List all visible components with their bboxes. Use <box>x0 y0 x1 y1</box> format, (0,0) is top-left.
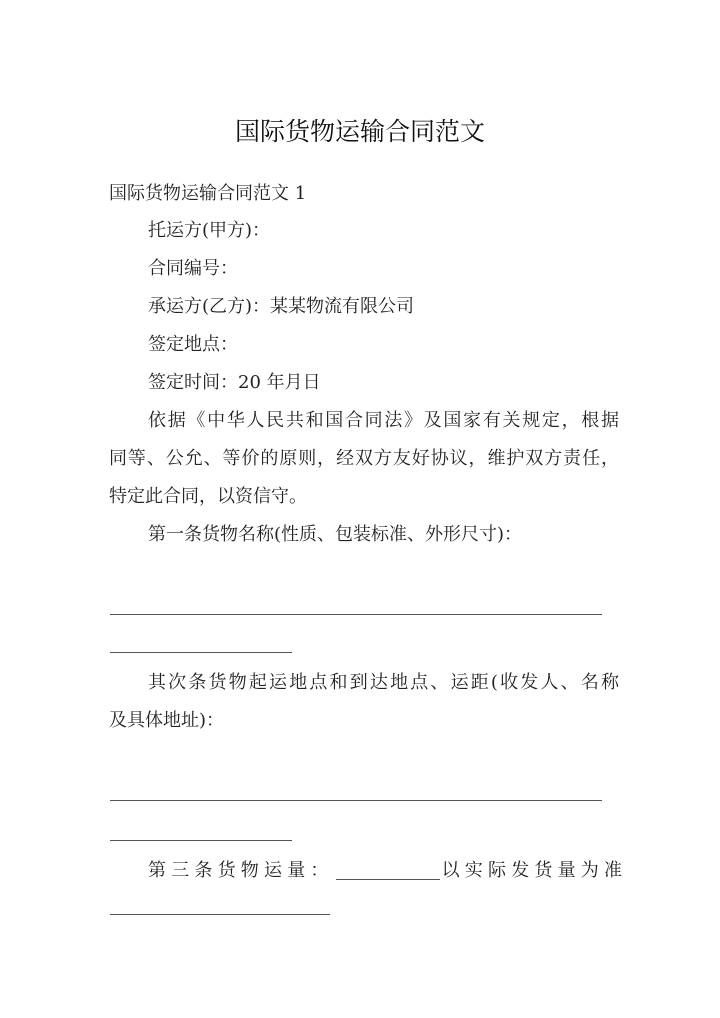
fill-in-rule <box>110 800 602 801</box>
document-title: 国际货物运输合同范文 <box>234 117 485 146</box>
clause-1-heading: 第一条货物名称(性质、包装标准、外形尺寸)： <box>148 524 523 545</box>
field-contract-no: 合同编号： <box>148 258 238 279</box>
clause-3-prefix: 第三条货物运量： <box>148 860 334 881</box>
fill-in-rule <box>110 914 330 915</box>
field-carrier: 承运方(乙方)：某某物流有限公司 <box>148 296 415 317</box>
preamble-line-2: 同等、公允、等价的原则，经双方友好协议，维护双方责任， <box>109 448 619 469</box>
fill-in-rule <box>110 652 292 653</box>
clause-3-suffix: 以实际发货量为准 <box>441 860 628 881</box>
field-sign-time: 签定时间：20 年月日 <box>148 372 321 393</box>
section-heading: 国际货物运输合同范文 1 <box>109 183 307 204</box>
field-sign-place: 签定地点： <box>148 334 238 355</box>
clause-2-line-1: 其次条货物起运地点和到达地点、运距(收发人、名称 <box>148 672 619 693</box>
preamble-line-3: 特定此合同，以资信守。 <box>109 486 307 507</box>
fill-in-rule <box>110 614 602 615</box>
clause-3-line <box>109 852 628 890</box>
preamble-line-1: 依据《中华人民共和国合同法》及国家有关规定，根据 <box>148 410 619 431</box>
clause-2-line-2: 及具体地址)： <box>109 710 225 731</box>
field-shipper: 托运方(甲方)： <box>148 220 271 241</box>
fill-in-rule <box>336 879 440 880</box>
fill-in-rule <box>110 840 292 841</box>
